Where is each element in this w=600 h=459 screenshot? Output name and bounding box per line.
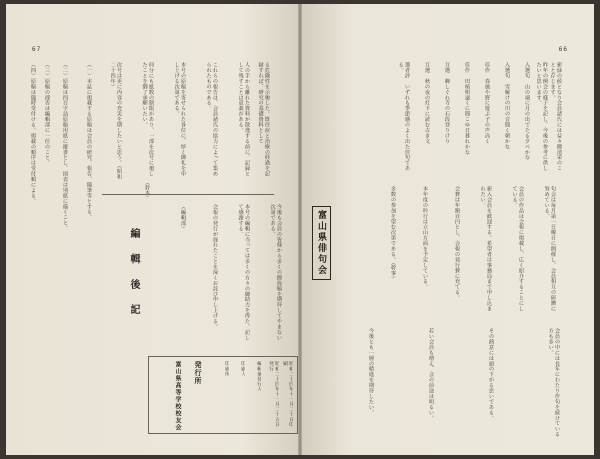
right-page [300,4,594,455]
text-column: 入選句 雪解けの川の音聞く朝かな [504,62,510,150]
book-spread [6,4,594,455]
text-column: 選者評 いずれも季節感のよく出た佳句である。 [397,62,410,171]
text-column: 会員の作品は会報に掲載し、広く紹介することにしている。 [511,186,524,312]
text-column: 佳作 田植唄遠くに聞こゆ日暮れかな [464,62,470,155]
divider [102,194,274,195]
text-column: る危険性を示唆した。既往症と治療の経過を記録すれば、研究の基礎資料として [257,62,270,177]
left-page-number: 67 [32,46,42,53]
publisher-name: 富山県高等学校校友会 [174,361,181,431]
text-column: 新入会員を歓迎する。希望者は事務局まで申し込まれたい。 [479,186,492,312]
text-column: 本号の編輯に当っては多くの方々の御助力を得た。記して感謝する。 [237,204,250,341]
text-column: 多数の参加を望む次第である。（幹事） [390,186,396,282]
text-column: 人の手から離れた資料が散逸する前に、記録として残すことは意義がある。 [237,62,250,177]
text-column: （編輯部） [180,204,186,232]
left-page [6,4,300,455]
colophon-box [148,356,298,434]
text-column: 昨年の例会の様子を記し、今後の参考に供したいと思います。 [536,62,548,171]
rule-item: （一）本誌に掲載する原稿は会員の研究、報告、随筆等とする。 [86,62,92,221]
book-gutter [298,4,302,455]
text-column: 会費は年額百円とし、会報の発行費に充てる。 [454,186,460,301]
text-column: 会員の中には長年にわたり作句を続けている方も多い。 [547,328,560,437]
text-column: 本年度の吟行は立山方面を予定している。 [422,186,428,290]
rule-item: （三）原稿の採否は編輯部に一任のこと。 [44,62,50,166]
text-column: 佳作 春風や野に遊ぶ子の声高く [484,62,490,144]
author-tag: （鈴木） [144,180,150,200]
section-title: 富山県俳句会 [312,206,331,280]
text-column: 何分にも紙数の制限があり、一部を次号に廻したことを御了承願いたい。 [141,62,154,177]
text-column: 今後も会員の皆様から多くの御投稿を期待してやまない次第である。 [269,204,282,341]
colophon-line: 印刷所 [224,361,229,377]
publisher-label: 発行所 [194,361,203,385]
text-column: 互選 蝉しぐれ寺の石段登りけり [444,62,450,144]
text-column: 今後とも一層の精進を期待したい。 [368,328,374,416]
rule-item: （二）原稿は四百字詰原稿用紙に縦書とし、図表は別紙に描くこと。 [62,62,68,231]
colophon-line: 印刷人 [240,361,245,377]
editor-note-heading: 編 輯 後 記 [128,228,139,321]
text-column: 句会は毎月第一日曜日に開催し、会員相互の研鑽に努めている。 [543,186,556,312]
text-column: 互選 秋の夜の灯下に読む古き文 [424,62,430,144]
rule-item: （四）原稿は随時受付ける。掲載の順序は受付順による。 [30,62,36,204]
text-column: 入選句 山の端に月の出でたる夕べかな [524,62,530,161]
text-column: 会報の発行が遅れたことを深くお詫び申し上げる。 [212,204,218,330]
text-column: 新緑の候となり会員諸氏には益々御清栄のことと存じます。 [550,62,562,171]
text-column: 若い会員も増え、会の前途は明るい。 [428,328,434,421]
text-column: その熱意には頭の下がる思いである。 [488,328,494,421]
text-column: 次号は更に内容の充実を期したいと思う。（昭和二十四年） [109,62,122,180]
colophon-line: 昭和二十四年十一月二十五日発行 [268,361,279,427]
right-page-number: 66 [558,46,568,53]
text-column: 本号の原稿を寄せられた各位に、厚く御礼を申し上げる次第である。 [173,62,186,177]
colophon-line: 昭和二十四年十一月二十日印刷 [282,361,293,427]
text-column: これらの報告は、会員諸氏の協力によって集められたものである。 [205,62,218,177]
colophon-line: 編輯兼発行人 [256,361,261,392]
